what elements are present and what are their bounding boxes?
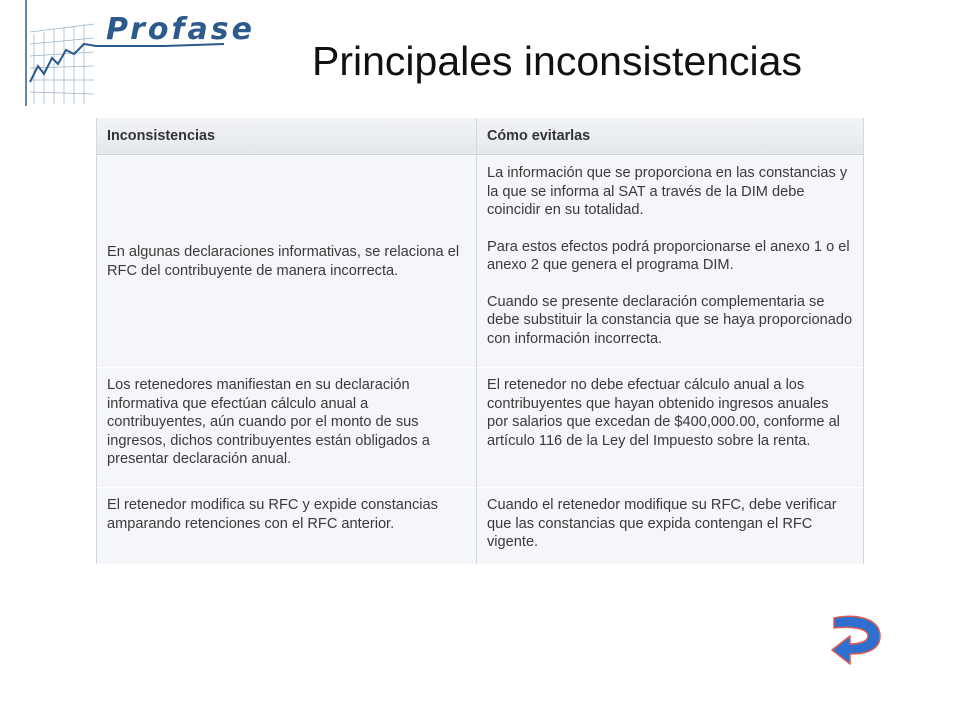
table-row: [96, 487, 864, 564]
inconsistencies-table: [96, 118, 864, 564]
inconsistency-cell: [96, 367, 476, 487]
return-button[interactable]: [828, 612, 888, 677]
profase-logo: [24, 0, 255, 106]
remedy-cell: [476, 155, 864, 367]
table-header-row: [96, 118, 864, 155]
remedy-cell: [476, 487, 864, 564]
page-title: Principales inconsistencias: [312, 38, 802, 84]
table-row: [96, 367, 864, 487]
inconsistency-text: El retenedor modifica su RFC y expide constancias amparando retenciones con el RFC anterior.: [107, 497, 438, 532]
inconsistency-text: En algunas declaraciones informativas, se relaciona el RFC del contribuyente de manera incorrecta.: [107, 244, 460, 279]
remedy-paragraph: Cuando el retenedor modifique su RFC, debe verificar que las constancias que expida contengan el RFC vigente.: [487, 497, 837, 550]
remedy-paragraph: Cuando se presente declaración complementaria se debe substituir la constancia que se haya proporcionado con información incorrecta.: [487, 293, 853, 347]
return-arrow-icon[interactable]: [828, 612, 888, 672]
logo-text: Profase: [106, 12, 255, 47]
inconsistency-text: Los retenedores manifiestan en su declaración informativa que efectúan cálculo anual a contribuyentes, aún cuando por el monto de sus ingresos, dichos contribuyentes están obligados a presentar declaración anual.: [107, 377, 430, 467]
column-header-como-evitarlas: Cómo evitarlas: [476, 118, 864, 155]
remedy-paragraph: La información que se proporciona en las constancias y la que se informa al SAT a través de la DIM debe coincidir en su totalidad.: [487, 165, 848, 218]
inconsistency-cell: [96, 487, 476, 564]
table-row: [96, 155, 864, 367]
remedy-paragraph: El retenedor no debe efectuar cálculo anual a los contribuyentes que hayan obtenido ingresos anuales por salarios que excedan de $400,000.00, conforme al artículo 116 de la Ley del Impuesto sobre la renta.: [487, 377, 840, 449]
remedy-paragraph: Para estos efectos podrá proporcionarse el anexo 1 o el anexo 2 que genera el programa DIM.: [487, 238, 850, 273]
column-header-inconsistencias: Inconsistencias: [96, 118, 476, 155]
inconsistency-cell: [96, 155, 476, 367]
remedy-cell: [476, 367, 864, 487]
